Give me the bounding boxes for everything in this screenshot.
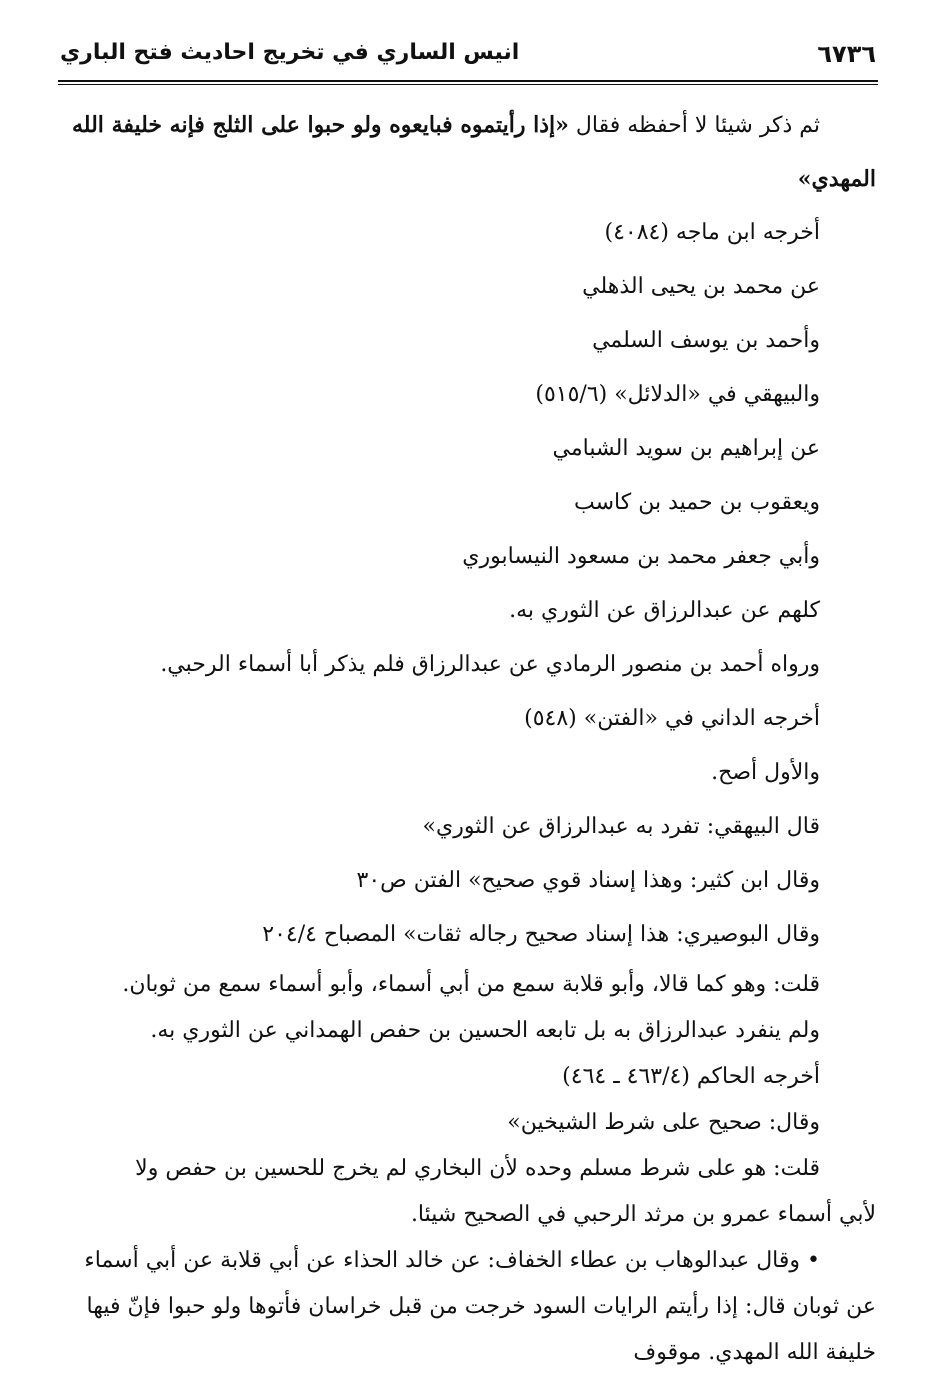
text-line: قلت: وهو كما قالا، وأبو قلابة سمع من أبي أسماء، وأبو أسماء سمع من ثوبان.	[122, 972, 820, 997]
text-line: وقال: صحيح على شرط الشيخين»	[507, 1110, 820, 1135]
text-line: لأبي أسماء عمرو بن مرثد الرحبي في الصحيح شيئا.	[410, 1202, 876, 1227]
hadith-quote-end: المهدي»	[797, 166, 876, 192]
text-line: ورواه أحمد بن منصور الرمادي عن عبدالرزاق فلم يذكر أبا أسماء الرحبي.	[160, 652, 820, 677]
text-line: وقال ابن كثير: وهذا إسناد قوي صحيح» الفتن ص٣٠	[356, 868, 820, 893]
text-line: قال البيهقي: تفرد به عبدالرزاق عن الثوري»	[422, 814, 820, 839]
text-line: أخرجه الداني في «الفتن» (٥٤٨)	[524, 706, 820, 731]
page-header	[60, 36, 876, 76]
text-line: وقال البوصيري: هذا إسناد صحيح رجاله ثقات» المصباح ٢٠٤/٤	[262, 922, 820, 947]
text-line: والبيهقي في «الدلائل» (٥١٥/٦)	[535, 382, 820, 407]
text-line: أخرجه الحاكم (٤٦٣/٤ ـ ٤٦٤)	[562, 1064, 820, 1089]
text-line: أخرجه ابن ماجه (٤٠٨٤)	[604, 220, 820, 245]
text-line: عن محمد بن يحيى الذهلي	[582, 274, 820, 299]
text-line: قلت: هو على شرط مسلم وحده لأن البخاري لم يخرج للحسين بن حفص ولا	[135, 1156, 820, 1181]
header-rule-thin	[58, 84, 878, 85]
text-line: ولم ينفرد عبدالرزاق به بل تابعه الحسين بن حفص الهمداني عن الثوري به.	[150, 1018, 820, 1043]
text-line: خليفة الله المهدي. موقوف	[633, 1340, 876, 1365]
text-line: • وقال عبدالوهاب بن عطاء الخفاف: عن خالد الحذاء عن أبي قلابة عن أبي أسماء	[84, 1248, 820, 1273]
text-line: عن ثوبان قال: إذا رأيتم الرايات السود خرجت من قبل خراسان فأتوها ولو حبوا فإنّ فيها	[86, 1294, 876, 1319]
text-line: عن إبراهيم بن سويد الشبامي	[552, 436, 820, 461]
text-line	[60, 98, 876, 152]
text-line: وأبي جعفر محمد بن مسعود النيسابوري	[462, 544, 820, 569]
page-number: ٦٧٣٦	[817, 40, 876, 68]
text-line: كلهم عن عبدالرزاق عن الثوري به.	[509, 598, 820, 623]
text-line: ويعقوب بن حميد بن كاسب	[574, 490, 820, 515]
text-segment: ثم ذكر شيئا لا أحفظه فقال	[568, 113, 820, 138]
header-rule	[58, 80, 878, 82]
page-body	[60, 98, 876, 1376]
hadith-quote: «إذا رأيتموه فبايعوه ولو حبوا على الثلج فإنه خليفة الله	[72, 112, 569, 138]
text-line: والأول أصح.	[711, 760, 820, 785]
running-title: انيس الساري في تخريج احاديث فتح الباري	[60, 40, 520, 65]
text-line: وأحمد بن يوسف السلمي	[592, 328, 820, 353]
